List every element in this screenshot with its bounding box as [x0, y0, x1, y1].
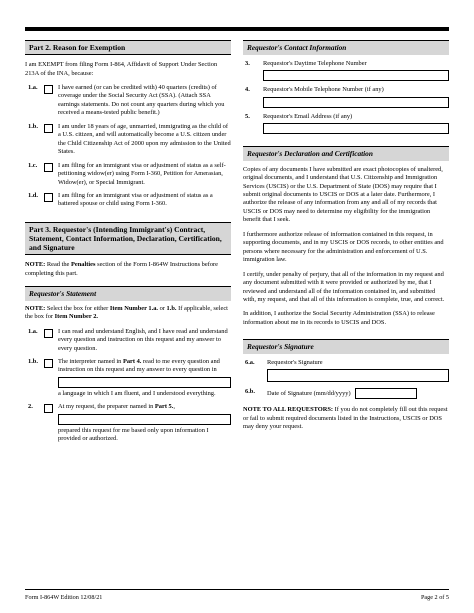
statement-2-checkbox[interactable]	[44, 404, 53, 413]
field-label: Requestor's Daytime Telephone Number	[263, 59, 367, 67]
statement-1b-checkbox[interactable]	[44, 359, 53, 368]
declaration-paragraph: I furthermore authorize release of information contained in this request, in supporting documents, and in my USCIS or DOS records, to other entities and persons where necessary for the administration and enforcement of U.S. immigration law.	[243, 230, 444, 264]
item-text	[58, 358, 231, 375]
item-number: 1.d.	[28, 192, 38, 199]
exemption-1a-checkbox[interactable]	[44, 85, 53, 94]
note-text: or	[158, 304, 167, 312]
exemption-item-1b	[25, 123, 231, 157]
note-bold: Item Number 1.a.	[109, 304, 159, 312]
item-number: 1.a.	[28, 327, 38, 335]
item-text	[58, 403, 231, 411]
contact-heading: Requestor's Contact Information	[243, 40, 449, 55]
form-edition: Form I-864W Edition 12/08/21	[25, 594, 103, 601]
exemption-1b-checkbox[interactable]	[44, 124, 53, 133]
declaration-heading: Requestor's Declaration and Certification	[243, 146, 449, 161]
item-text-part: read to me every question and instruction on this request and my answer to every question in	[58, 358, 220, 374]
left-column	[25, 40, 231, 444]
mobile-phone-field[interactable]	[263, 97, 449, 108]
part3-note	[25, 261, 231, 278]
item-number: 1.b.	[28, 358, 38, 366]
note-text: If you do not completely fill out this request or fail to submit required documents listed in the Instructions, USCIS or DOS may deny your request.	[243, 406, 448, 431]
declaration-paragraph: In addition, I authorize the Social Security Administration (SSA) to release information about me in its records to USCIS and DOS.	[243, 310, 435, 326]
email-field[interactable]	[263, 123, 449, 134]
item-number: 3.	[245, 59, 250, 67]
signature-field[interactable]	[267, 369, 449, 382]
item-text: a language in which I am fluent, and I understood everything.	[58, 389, 216, 397]
item-text: I am filing for an immigrant visa or adjustment of status as a battered spouse or child using Form I-360.	[58, 192, 213, 208]
interpreter-language-field[interactable]	[58, 377, 231, 388]
signature-row	[243, 359, 449, 382]
field-label: Requestor's Signature	[267, 358, 323, 366]
item-text-part: The interpreter named in	[58, 358, 123, 366]
item-number: 1.a.	[28, 84, 38, 92]
field-label: Date of Signature (mm/dd/yyyy)	[267, 389, 351, 397]
note-text: Select the box for either	[45, 304, 110, 312]
item-text-part: At my request, the preparer named in	[58, 403, 155, 411]
part2-intro: I am EXEMPT from filing Form I-864, Affidavit of Support Under Section 213A of the INA, because:	[25, 61, 218, 77]
note-text: Read the	[45, 261, 71, 269]
item-text: I have earned (or can be credited with) 40 quarters (credits) of coverage under the Social Security Act (SSA). (Attach SSA earnings statements. Do not count any quarters during which you received a means-tested public benefit.)	[58, 84, 225, 117]
right-column	[243, 40, 449, 432]
item-number: 5.	[245, 112, 250, 120]
note-text: section of the Form I-864W Instructions before completing this part.	[25, 261, 219, 277]
exemption-1d-checkbox[interactable]	[44, 193, 53, 202]
item-text: I am filing for an immigrant visa or adjustment of status as a self-petitioning widow(er) using Form I-360, Petition for Amerasian, Widow(er), or Special Immigrant.	[58, 161, 226, 186]
statement-1a-checkbox[interactable]	[44, 329, 53, 338]
signature-heading: Requestor's Signature	[243, 339, 449, 354]
note-bold: Penalties	[70, 261, 96, 269]
item-number: 4.	[245, 86, 250, 94]
part2-heading: Part 2. Reason for Exemption	[25, 40, 231, 55]
statement-item-2	[25, 403, 231, 443]
item-number: 6.b.	[245, 388, 255, 396]
requestor-note	[243, 406, 449, 431]
item-number: 1.c.	[28, 161, 38, 169]
mobile-phone-row	[243, 86, 449, 107]
note-label: NOTE:	[25, 261, 46, 269]
item-text: I can read and understand English, and I have read and understand every question and instruction on this request and my answer to every question.	[58, 327, 228, 352]
top-rule	[25, 27, 449, 31]
item-text: I am under 18 years of age, unmarried, immigrating as the child of a U.S. citizen, and will automatically become a U.S. citizen under the Child Citizenship Act of 2000 upon my admission to the United States.	[58, 122, 231, 156]
exemption-item-1d	[25, 192, 231, 209]
item-text-bold: Part 4.	[122, 358, 142, 366]
note-bold: NOTE TO ALL REQUESTORS:	[243, 406, 334, 414]
field-label: Requestor's Mobile Telephone Number (if any)	[263, 86, 384, 94]
statement-heading: Requestor's Statement	[25, 286, 231, 301]
footer	[25, 594, 449, 602]
exemption-1c-checkbox[interactable]	[44, 163, 53, 172]
signature-date-field[interactable]	[355, 388, 417, 399]
item-number: 6.a.	[245, 358, 255, 366]
exemption-item-1c	[25, 162, 231, 187]
item-text: prepared this request for me based only upon information I provided or authorized.	[58, 426, 209, 443]
part3-heading: Part 3. Requestor's (Intending Immigrant's) Contract, Statement, Contact Information, Declaration, Certification, and Signature	[25, 222, 231, 255]
item-text-bold: Part 5.	[154, 403, 174, 411]
statement-note	[25, 305, 231, 322]
statement-item-1b	[25, 358, 231, 398]
item-text-part: ,	[173, 403, 175, 411]
note-bold: 1.b.	[166, 304, 177, 312]
item-number: 2.	[28, 403, 33, 411]
exemption-item-1a	[25, 84, 231, 118]
signature-date-row	[243, 388, 449, 399]
note-bold: Item Number 2.	[54, 313, 99, 321]
email-row	[243, 113, 449, 134]
declaration-paragraph: I certify, under penalty of perjury, that all of the information in my request and any document submitted with it were provided or authorized by me, that I reviewed and understand all of the information contained in, and submitted with, my request, and that all of this information is complete, true, and correct.	[243, 270, 445, 303]
daytime-phone-field[interactable]	[263, 70, 449, 81]
note-text: If applicable, select the box for	[25, 304, 228, 321]
declaration-paragraph: Copies of any documents I have submitted are exact photocopies of unaltered, original documents, and I understand that U.S. Citizenship and Immigration Services (USCIS) or the U.S. Department of State (DOS) may require that I submit original documents to USCIS or DOS at a later date. Furthermore, I authorize the release of any information from any and all of my records that USCIS or DOS may need to determine my eligibility for the immigration benefit that I seek.	[243, 165, 443, 224]
item-number: 1.b.	[28, 122, 38, 130]
daytime-phone-row	[243, 60, 449, 81]
statement-item-1a	[25, 328, 231, 353]
field-label: Requestor's Email Address (if any)	[263, 112, 353, 120]
note-label: NOTE:	[25, 304, 46, 312]
preparer-name-field[interactable]	[58, 414, 231, 425]
page-number: Page 2 of 5	[420, 594, 449, 601]
footer-rule	[25, 589, 449, 590]
